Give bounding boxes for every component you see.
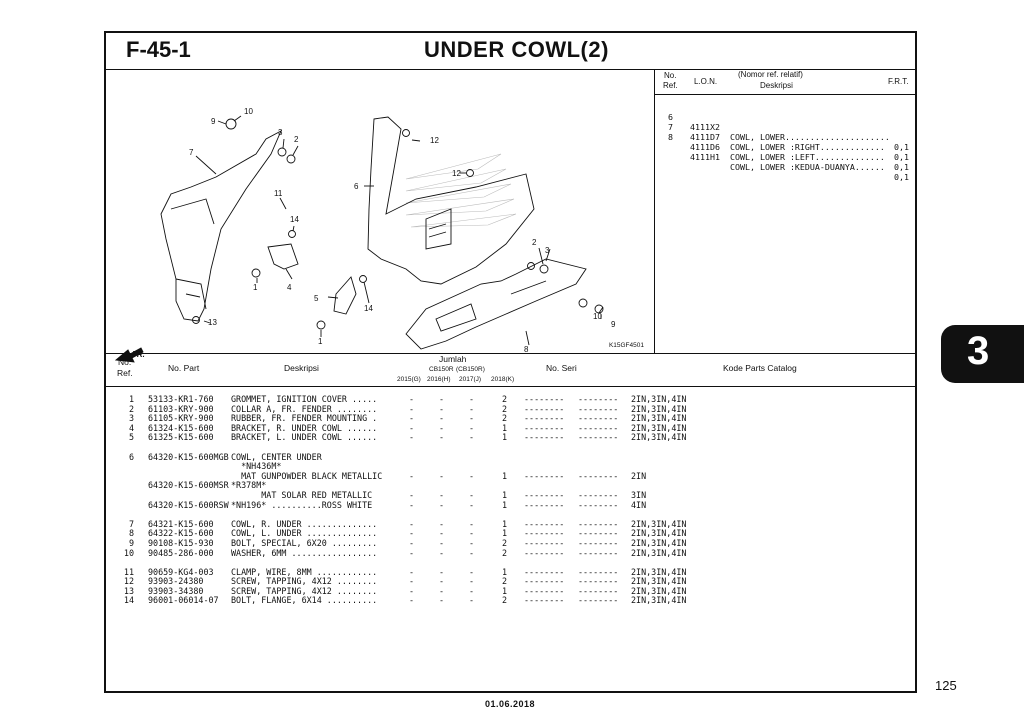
rp-frt: 0,1 [894, 142, 909, 152]
cell-desc: BOLT, FLANGE, 6X14 .......... [231, 595, 378, 606]
cell-desc: BOLT, SPECIAL, 6X20 ......... [231, 537, 378, 548]
cell-cat: 2IN,3IN,4IN [631, 394, 687, 404]
cell-q2: - [439, 547, 445, 558]
cell-q4: 1 [502, 518, 508, 529]
cell-q2: - [439, 432, 445, 443]
cell-q4: 1 [502, 499, 508, 510]
cell-part: 64320-K15-600RSW [148, 499, 229, 510]
cell-q4: 1 [502, 422, 508, 433]
cell-cat: 2IN,3IN,4IN [631, 422, 687, 433]
callout: 6 [354, 182, 359, 191]
cell-q1: - [409, 537, 415, 548]
cell-part: 61324-K15-600 [148, 422, 214, 433]
cell-s2: -------- [578, 528, 619, 539]
col-desc: Deskripsi [284, 363, 319, 373]
diagram-image-code: K15GF4501 [608, 342, 644, 349]
cell-s1: -------- [524, 518, 565, 529]
cell-part: 64320-K15-600MSR [148, 480, 229, 491]
table-row [106, 453, 915, 463]
col-part: No. Part [168, 363, 200, 373]
cell-q4: 1 [502, 470, 508, 481]
cell-q2: - [439, 576, 445, 587]
cell-desc: BRACKET, L. UNDER COWL ...... [231, 432, 378, 443]
cell-q3: - [469, 413, 475, 424]
cell-desc: *NH436M* [231, 461, 282, 472]
cell-q1: - [409, 470, 415, 481]
cell-q4: 1 [502, 432, 508, 443]
cell-cat: 2IN,3IN,4IN [631, 566, 687, 577]
cell-s2: -------- [578, 422, 619, 433]
callout: 9 [611, 320, 616, 329]
col-year-2016: 2016(H) [427, 376, 451, 383]
col-no: No. [118, 357, 132, 367]
section-tab [941, 325, 1024, 383]
catalog-page-frame [104, 31, 917, 693]
cell-q1: - [409, 595, 415, 606]
cell-q3: - [469, 585, 475, 596]
cell-q2: - [439, 499, 445, 510]
cell-q1: - [409, 394, 415, 404]
cell-q2: - [439, 595, 445, 606]
cell-cat: 2IN,3IN,4IN [631, 403, 687, 414]
table-row [106, 596, 915, 606]
cell-s1: -------- [524, 595, 565, 606]
cell-q3: - [469, 394, 475, 404]
cell-ref: 10 [123, 547, 134, 558]
cell-q1: - [409, 576, 415, 587]
cell-s1: -------- [524, 499, 565, 510]
cell-s2: -------- [578, 595, 619, 606]
cell-part: 93903-34380 [148, 585, 204, 596]
cell-cat: 4IN [631, 499, 647, 510]
rp-col-lon: L.O.N. [694, 77, 718, 86]
cell-q1: - [409, 432, 415, 443]
col-serial: No. Seri [546, 363, 577, 373]
table-row [106, 481, 915, 491]
cell-q1: - [409, 422, 415, 433]
parts-table-body [106, 395, 915, 606]
col-catalog: Kode Parts Catalog [723, 363, 797, 373]
col-year-2017: 2017(J) [459, 376, 482, 383]
cell-s2: -------- [578, 566, 619, 577]
cell-q2: - [439, 585, 445, 596]
rp-desc: COWL, LOWER :RIGHT............. [730, 142, 885, 152]
callout: 1 [318, 337, 323, 346]
callout: 8 [524, 345, 529, 354]
cell-desc: CLAMP, WIRE, 8MM ............ [231, 566, 378, 577]
cell-s1: -------- [524, 566, 565, 577]
cell-q4: 2 [502, 547, 508, 558]
page-number: 125 [935, 678, 957, 693]
cell-s2: -------- [578, 403, 619, 414]
bracket-left-part [334, 277, 356, 314]
cell-ref: 13 [123, 585, 134, 596]
cell-cat: 2IN,3IN,4IN [631, 585, 687, 596]
cell-s2: -------- [578, 585, 619, 596]
cell-part: 90108-K15-930 [148, 537, 214, 548]
cell-part: 90659-KG4-003 [148, 566, 214, 577]
rp-col-frt: F.R.T. [888, 77, 909, 86]
rp-col-no: No. [664, 71, 677, 80]
cell-s1: -------- [524, 422, 565, 433]
cell-q1: - [409, 518, 415, 529]
cell-desc: COWL, L. UNDER .............. [231, 528, 378, 539]
rp-lon: 4111X2 [690, 122, 720, 132]
cell-cat: 2IN,3IN,4IN [631, 528, 687, 539]
rp-ref: 6 [668, 112, 673, 122]
cell-s2: -------- [578, 518, 619, 529]
callout: 11 [274, 189, 283, 198]
table-row [106, 395, 915, 405]
reference-panel [654, 69, 917, 353]
cell-q2: - [439, 528, 445, 539]
cell-ref: 14 [123, 595, 134, 606]
cell-s2: -------- [578, 499, 619, 510]
cell-q2: - [439, 422, 445, 433]
cell-q4: 2 [502, 576, 508, 587]
cell-cat: 2IN,3IN,4IN [631, 518, 687, 529]
cell-cat: 2IN,3IN,4IN [631, 413, 687, 424]
cell-ref: 2 [128, 403, 134, 414]
bracket-right-part [268, 244, 298, 269]
callout: 12 [430, 136, 439, 145]
cell-ref: 7 [128, 518, 134, 529]
cell-part: 61103-KRY-900 [148, 403, 214, 414]
cell-s1: -------- [524, 470, 565, 481]
callout: 5 [314, 294, 319, 303]
table-row [106, 433, 915, 443]
cell-ref: 11 [123, 566, 134, 577]
callout: 3 [545, 246, 550, 255]
cowl-left-part [406, 259, 586, 349]
cell-part: 96001-06014-07 [148, 595, 219, 606]
cell-part: 64320-K15-600MGB [148, 451, 229, 462]
cell-cat: 2IN [631, 470, 647, 481]
cell-desc: RUBBER, FR. FENDER MOUNTING . [231, 413, 378, 424]
callout: 3 [278, 128, 283, 137]
cell-q3: - [469, 576, 475, 587]
rp-lon: 4111H1 [690, 152, 720, 162]
cell-q4: 2 [502, 413, 508, 424]
cell-cat: 3IN [631, 489, 647, 500]
cell-s2: -------- [578, 470, 619, 481]
cell-ref: 3 [128, 413, 134, 424]
cell-q3: - [469, 489, 475, 500]
cowl-center-part [368, 117, 534, 284]
figure-code: F-45-1 [126, 37, 191, 62]
table-row [106, 587, 915, 597]
rp-frt: 0,1 [894, 152, 909, 162]
cowl-right-part [161, 131, 281, 321]
cell-desc: COWL, R. UNDER .............. [231, 518, 378, 529]
fr-label: FR. [132, 350, 145, 359]
callout: 2 [532, 238, 537, 247]
cell-part: 61105-KRY-900 [148, 413, 214, 424]
rp-ref: 8 [668, 132, 673, 142]
cell-s1: -------- [524, 394, 565, 404]
honda-wing-watermark [406, 154, 516, 227]
cell-q3: - [469, 566, 475, 577]
cell-desc: GROMMET, IGNITION COVER ..... [231, 394, 378, 404]
cell-q2: - [439, 403, 445, 414]
rp-col-ref: Ref. [663, 81, 678, 90]
rp-frt: 0,1 [894, 172, 909, 182]
print-date: 01.06.2018 [485, 699, 536, 709]
table-row [106, 462, 915, 472]
cell-q4: 1 [502, 528, 508, 539]
table-row [106, 520, 915, 530]
cell-q2: - [439, 413, 445, 424]
cell-desc: *R378M* [231, 480, 267, 491]
cell-desc: BRACKET, R. UNDER COWL ...... [231, 422, 378, 433]
cell-s2: -------- [578, 489, 619, 500]
cell-s2: -------- [578, 576, 619, 587]
cell-desc: MAT GUNPOWDER BLACK METALLIC [231, 470, 383, 481]
rp-desc: COWL, LOWER..................... [730, 132, 890, 142]
rp-ref: 7 [668, 122, 673, 132]
cell-q3: - [469, 422, 475, 433]
col-ref: Ref. [117, 368, 133, 378]
callout: 4 [287, 283, 292, 292]
cell-q3: - [469, 403, 475, 414]
cell-cat: 2IN,3IN,4IN [631, 547, 687, 558]
cell-part: 90485-286-000 [148, 547, 214, 558]
table-row [106, 577, 915, 587]
callout: 14 [364, 304, 373, 313]
cell-s1: -------- [524, 537, 565, 548]
cell-q3: - [469, 547, 475, 558]
callout: 14 [290, 215, 299, 224]
cell-ref: 4 [128, 422, 134, 433]
cell-s2: -------- [578, 537, 619, 548]
cell-q4: 2 [502, 595, 508, 606]
cell-q3: - [469, 432, 475, 443]
cell-desc: WASHER, 6MM ................. [231, 547, 378, 558]
cell-q1: - [409, 547, 415, 558]
table-row [106, 501, 915, 511]
cell-q1: - [409, 489, 415, 500]
reference-panel-header [654, 69, 917, 95]
rp-lon: 4111D6 [690, 142, 720, 152]
cell-s1: -------- [524, 528, 565, 539]
cell-s2: -------- [578, 394, 619, 404]
cell-ref: 5 [128, 432, 134, 443]
reference-rows [654, 102, 917, 182]
rp-frt: 0,1 [894, 162, 909, 172]
cell-s1: -------- [524, 413, 565, 424]
cell-desc: COWL, CENTER UNDER [231, 451, 322, 462]
page-title: UNDER COWL(2) [424, 37, 609, 62]
cell-q3: - [469, 595, 475, 606]
cell-q3: - [469, 470, 475, 481]
table-row [106, 539, 915, 549]
cell-desc: COLLAR A, FR. FENDER ........ [231, 403, 378, 414]
cell-q1: - [409, 528, 415, 539]
cell-part: 61325-K15-600 [148, 432, 214, 443]
rp-col-desc-top: (Nomor ref. relatif) [738, 70, 803, 79]
cell-s1: -------- [524, 585, 565, 596]
rp-desc: COWL, LOWER :KEDUA-DUANYA...... [730, 162, 885, 172]
cell-ref: 8 [128, 528, 134, 539]
callout: 7 [189, 148, 194, 157]
cell-desc: SCREW, TAPPING, 4X12 ........ [231, 585, 378, 596]
cell-s1: -------- [524, 403, 565, 414]
cell-q1: - [409, 499, 415, 510]
cell-part: 64322-K15-600 [148, 528, 214, 539]
cell-q4: 1 [502, 566, 508, 577]
title-bar [106, 33, 915, 70]
cell-q4: 1 [502, 489, 508, 500]
cell-cat: 2IN,3IN,4IN [631, 576, 687, 587]
cell-part: 93903-24380 [148, 576, 204, 587]
table-row [106, 424, 915, 434]
rp-col-desc: Deskripsi [760, 81, 793, 90]
cell-q4: 1 [502, 585, 508, 596]
cell-ref: 6 [128, 451, 134, 462]
parts-table-header [106, 353, 915, 387]
cell-q3: - [469, 528, 475, 539]
cell-desc: MAT SOLAR RED METALLIC [231, 489, 373, 500]
cell-s1: -------- [524, 489, 565, 500]
col-model-1: CB150R [429, 366, 454, 373]
cell-s2: -------- [578, 432, 619, 443]
callout: 9 [211, 117, 216, 126]
callout: 12 [452, 169, 461, 178]
cell-desc: *NH196* ..........ROSS WHITE [231, 499, 373, 510]
cell-q2: - [439, 537, 445, 548]
cell-q3: - [469, 518, 475, 529]
cell-q1: - [409, 413, 415, 424]
cell-q2: - [439, 566, 445, 577]
cell-q2: - [439, 394, 445, 404]
cell-q2: - [439, 518, 445, 529]
cell-desc: SCREW, TAPPING, 4X12 ........ [231, 576, 378, 587]
cell-s2: -------- [578, 547, 619, 558]
cell-q4: 2 [502, 394, 508, 404]
cell-s1: -------- [524, 547, 565, 558]
cell-cat: 2IN,3IN,4IN [631, 595, 687, 606]
callout: 10 [593, 312, 602, 321]
cell-q4: 2 [502, 537, 508, 548]
callout: 1 [253, 283, 258, 292]
cell-q1: - [409, 403, 415, 414]
table-row [106, 568, 915, 578]
cell-part: 64321-K15-600 [148, 518, 214, 529]
callout: 2 [294, 135, 299, 144]
col-year-2015: 2015(G) [397, 376, 421, 383]
col-jumlah: Jumlah [439, 354, 467, 364]
table-row [106, 549, 915, 559]
rp-lon: 4111D7 [690, 132, 720, 142]
table-row [106, 529, 915, 539]
col-year-2018: 2018(K) [491, 376, 515, 383]
cell-q2: - [439, 489, 445, 500]
cell-ref: 12 [123, 576, 134, 587]
cell-q1: - [409, 566, 415, 577]
section-number: 3 [967, 329, 990, 373]
callout: 10 [244, 107, 253, 116]
cell-cat: 2IN,3IN,4IN [631, 432, 687, 443]
table-row [106, 405, 915, 415]
col-model-2: (CB150R) [456, 366, 485, 373]
table-row [106, 414, 915, 424]
cell-part: 53133-KR1-760 [148, 394, 214, 404]
cell-s1: -------- [524, 576, 565, 587]
cell-q1: - [409, 585, 415, 596]
cell-ref: 9 [128, 537, 134, 548]
cell-q3: - [469, 499, 475, 510]
rp-desc: COWL, LOWER :LEFT.............. [730, 152, 885, 162]
cell-q4: 2 [502, 403, 508, 414]
cell-q2: - [439, 470, 445, 481]
callout: 13 [208, 318, 217, 327]
cell-q3: - [469, 537, 475, 548]
cell-ref: 1 [128, 394, 134, 404]
cell-s1: -------- [524, 432, 565, 443]
cell-s2: -------- [578, 413, 619, 424]
cell-cat: 2IN,3IN,4IN [631, 537, 687, 548]
